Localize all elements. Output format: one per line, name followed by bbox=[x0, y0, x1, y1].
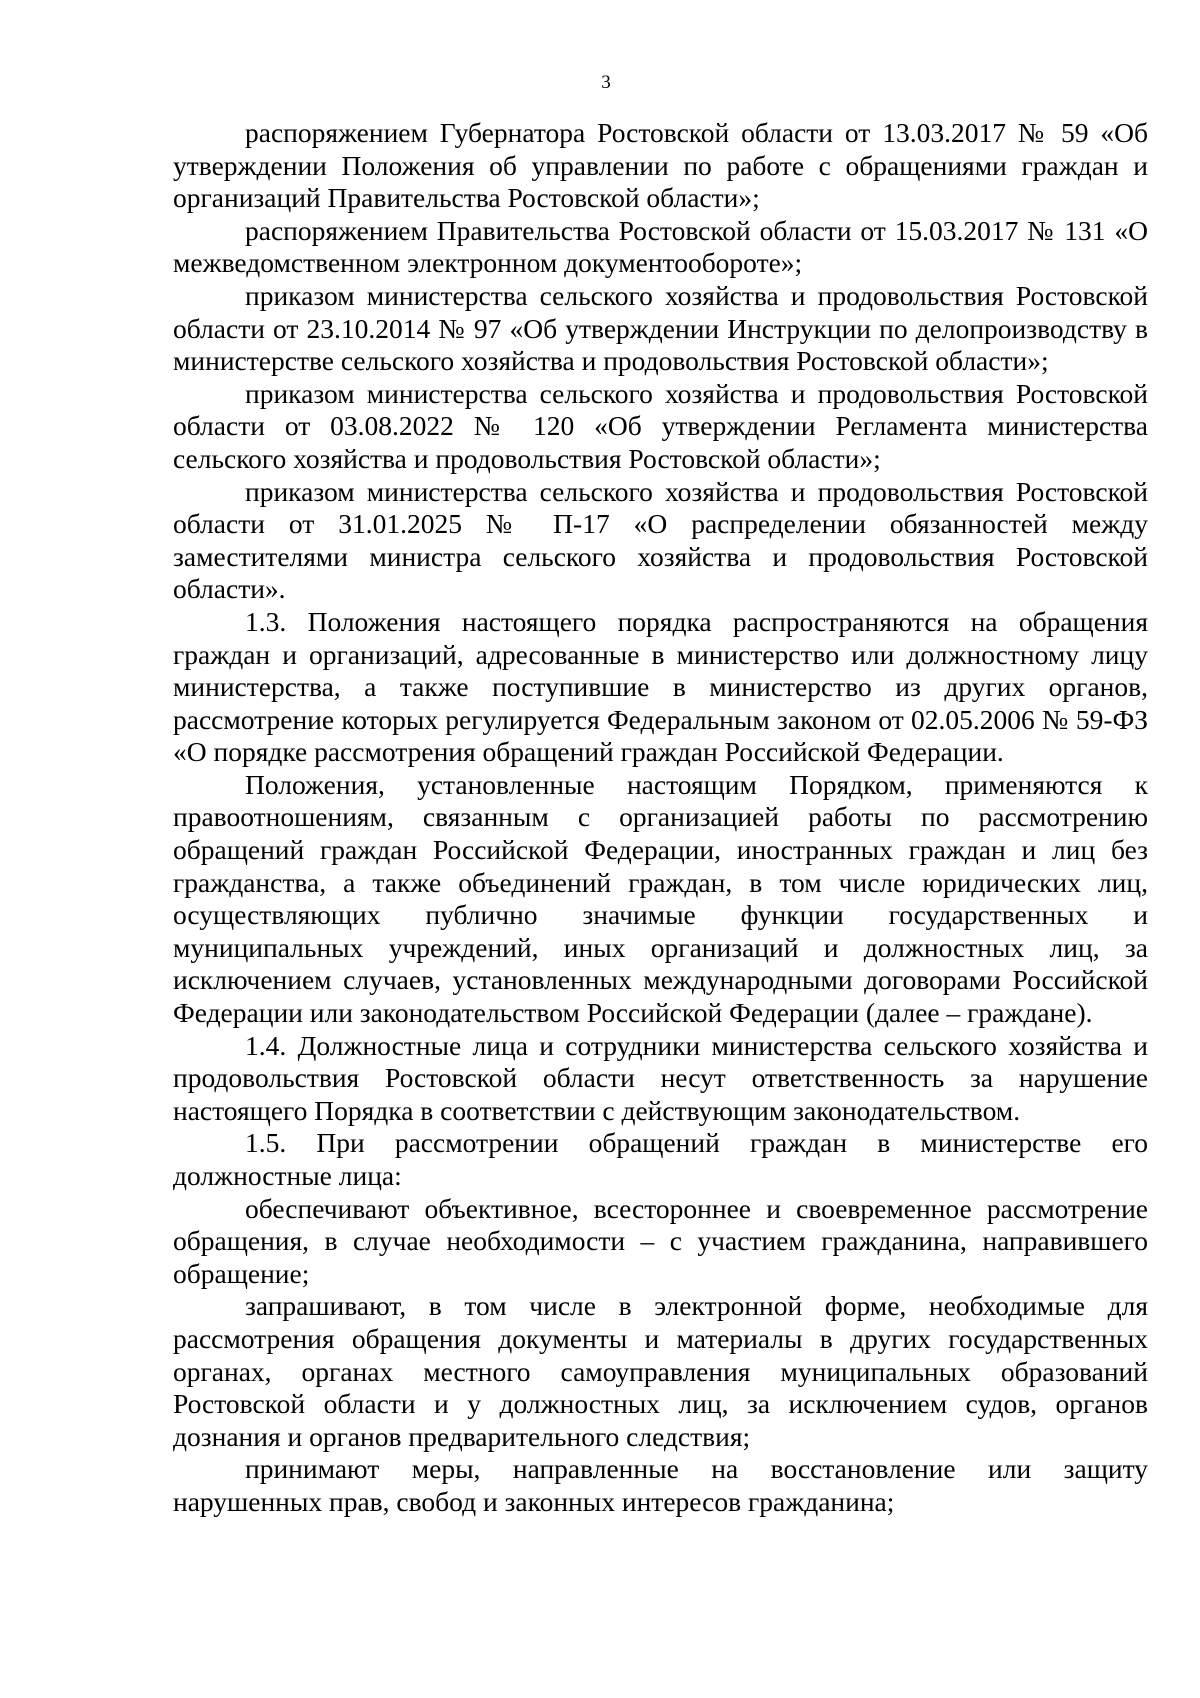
paragraph: распоряжением Губернатора Ростовской области от 13.03.2017 № 59 «Об утверждении Положения об управлении по работе с обращениями граждан и организаций Правительства Ростовской области»; bbox=[173, 117, 1148, 214]
paragraph: приказом министерства сельского хозяйства и продовольствия Ростовской области от 31.01.2025 № П-17 «О распределении обязанностей между заместителями министра сельского хозяйства и продовольствия Ростовской области». bbox=[173, 475, 1148, 605]
paragraph: распоряжением Правительства Ростовской области от 15.03.2017 № 131 «О межведомственном электронном документообороте»; bbox=[173, 214, 1148, 279]
paragraph: 1.3. Положения настоящего порядка распространяются на обращения граждан и организаций, адресованные в министерство или должностному лицу министерства, а также поступившие в министерство из других органов, рассмотрение которых регулируется Федеральным законом от 02.05.2006 № 59-ФЗ «О порядке рассмотрения обращений граждан Российской Федерации. bbox=[173, 605, 1148, 768]
paragraph: обеспечивают объективное, всестороннее и своевременное рассмотрение обращения, в случае необходимости – с участием гражданина, направившего обращение; bbox=[173, 1192, 1148, 1289]
page-number: 3 bbox=[601, 72, 611, 93]
document-body bbox=[173, 117, 1148, 1519]
paragraph: приказом министерства сельского хозяйства и продовольствия Ростовской области от 23.10.2014 № 97 «Об утверждении Инструкции по делопроизводству в министерстве сельского хозяйства и продовольствия Ростовской области»; bbox=[173, 279, 1148, 377]
paragraph: принимают меры, направленные на восстановление или защиту нарушенных прав, свобод и законных интересов гражданина; bbox=[173, 1453, 1148, 1517]
paragraph: 1.5. При рассмотрении обращений граждан в министерстве его должностные лица: bbox=[173, 1127, 1148, 1191]
paragraph: Положения, установленные настоящим Порядком, применяются к правоотношениям, связанным с организацией работы по рассмотрению обращений граждан Российской Федерации, иностранных граждан и лиц без гражданства, а также объединений граждан, в том числе юридических лиц, осуществляющих публично значимые функции государственных и муниципальных учреждений, иных организаций и должностных лиц, за исключением случаев, установленных международными договорами Российской Федерации или законодательством Российской Федерации (далее – граждане). bbox=[173, 768, 1148, 1029]
paragraph: запрашивают, в том числе в электронной форме, необходимые для рассмотрения обращения документы и материалы в других государственных органах, органах местного самоуправления муниципальных образований Ростовской области и у должностных лиц, за исключением судов, органов дознания и органов предварительного следствия; bbox=[173, 1290, 1148, 1452]
paragraph: приказом министерства сельского хозяйства и продовольствия Ростовской области от 03.08.2022 № 120 «Об утверждении Регламента министерства сельского хозяйства и продовольствия Ростовской области»; bbox=[173, 377, 1148, 474]
paragraph: 1.4. Должностные лица и сотрудники министерства сельского хозяйства и продовольствия Ростовской области несут ответственность за нарушение настоящего Порядка в соответствии с действующим законодательством. bbox=[173, 1029, 1148, 1126]
